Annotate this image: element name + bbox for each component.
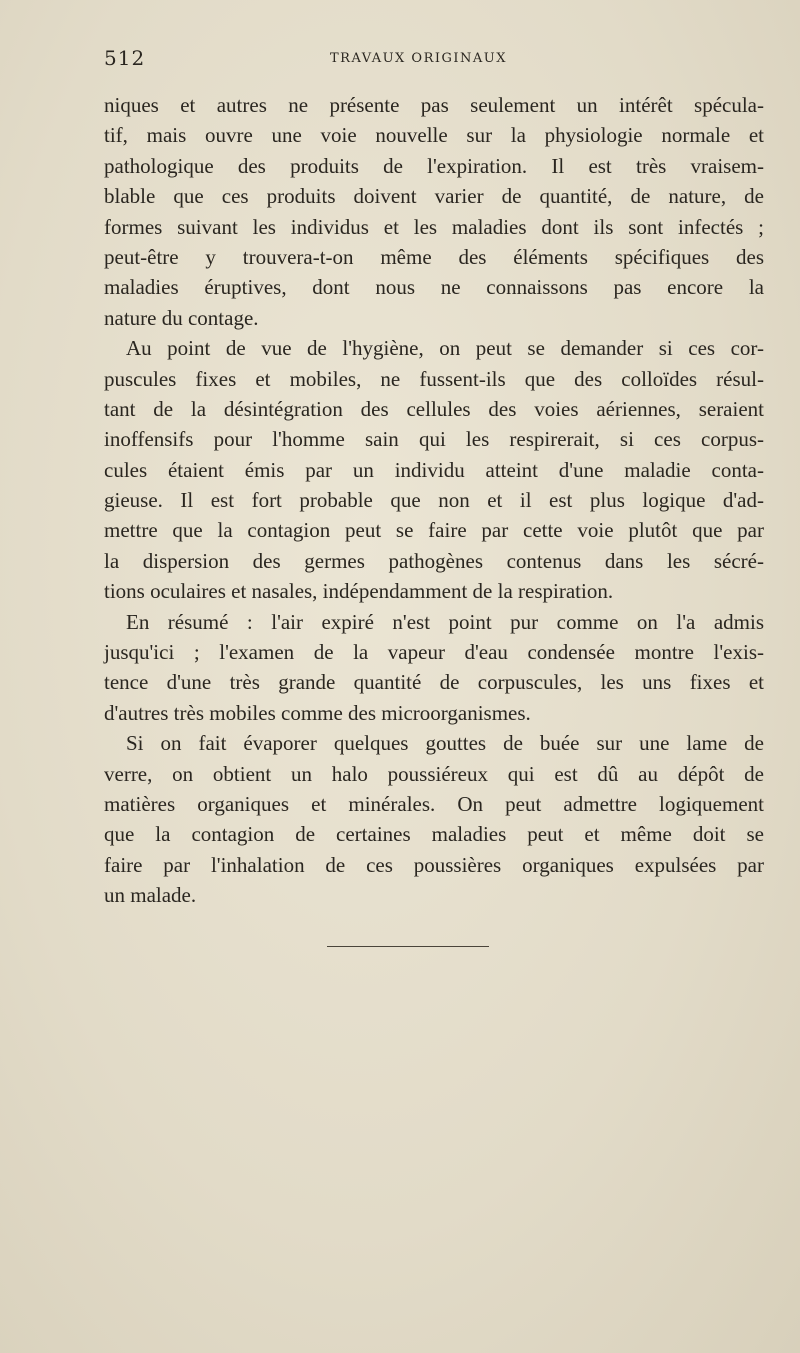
page-header [104, 46, 764, 74]
text-line: tence d'une très grande quantité de corpuscules, les uns fixes et [104, 670, 764, 695]
text-line: nature du contage. [104, 305, 259, 330]
paragraph-4 [104, 728, 764, 910]
text-line: Au point de vue de l'hygiène, on peut se demander si ces cor- [126, 336, 764, 361]
text-line: Si on fait évaporer quelques gouttes de buée sur une lame de [126, 731, 764, 756]
text-line: verre, on obtient un halo poussiéreux qui est dû au dépôt de [104, 761, 764, 786]
section-end-rule [327, 946, 489, 947]
text-line: inoffensifs pour l'homme sain qui les respirerait, si ces corpus- [104, 427, 764, 452]
text-line: gieuse. Il est fort probable que non et il est plus logique d'ad- [104, 488, 764, 513]
text-line: tif, mais ouvre une voie nouvelle sur la physiologie normale et [104, 123, 764, 148]
body-text [104, 90, 764, 911]
text-line: faire par l'inhalation de ces poussières organiques expulsées par [104, 852, 764, 877]
text-line: peut-être y trouvera-t-on même des éléments spécifiques des [104, 244, 764, 269]
paragraph-1 [104, 90, 764, 333]
text-line: tions oculaires et nasales, indépendamment de la respiration. [104, 579, 614, 604]
running-head: TRAVAUX ORIGINAUX [330, 51, 508, 66]
text-line: jusqu'ici ; l'examen de la vapeur d'eau condensée montre l'exis- [104, 640, 764, 665]
text-line: d'autres très mobiles comme des microorganismes. [104, 700, 531, 725]
text-line: blable que ces produits doivent varier de quantité, de nature, de [104, 184, 764, 209]
paragraph-3 [104, 607, 764, 729]
paragraph-2 [104, 333, 764, 607]
text-line: un malade. [104, 883, 197, 908]
text-line: maladies éruptives, dont nous ne connaissons pas encore la [104, 275, 764, 300]
text-line: cules étaient émis par un individu atteint d'une maladie conta- [104, 457, 764, 482]
page-number: 512 [104, 46, 146, 70]
text-line: la dispersion des germes pathogènes contenus dans les sécré- [104, 548, 764, 573]
text-line: En résumé : l'air expiré n'est point pur comme on l'a admis [126, 609, 764, 634]
text-line: tant de la désintégration des cellules des voies aériennes, seraient [104, 396, 764, 421]
text-line: puscules fixes et mobiles, ne fussent-ils que des colloïdes résul- [104, 366, 764, 391]
text-line: matières organiques et minérales. On peut admettre logiquement [104, 791, 764, 816]
text-line: mettre que la contagion peut se faire par cette voie plutôt que par [104, 518, 764, 543]
text-line: formes suivant les individus et les maladies dont ils sont infectés ; [104, 214, 764, 239]
text-line: niques et autres ne présente pas seulement un intérêt spécula- [104, 93, 764, 117]
text-line: que la contagion de certaines maladies peut et même doit se [104, 822, 764, 847]
text-line: pathologique des produits de l'expiration. Il est très vraisem- [104, 153, 764, 178]
